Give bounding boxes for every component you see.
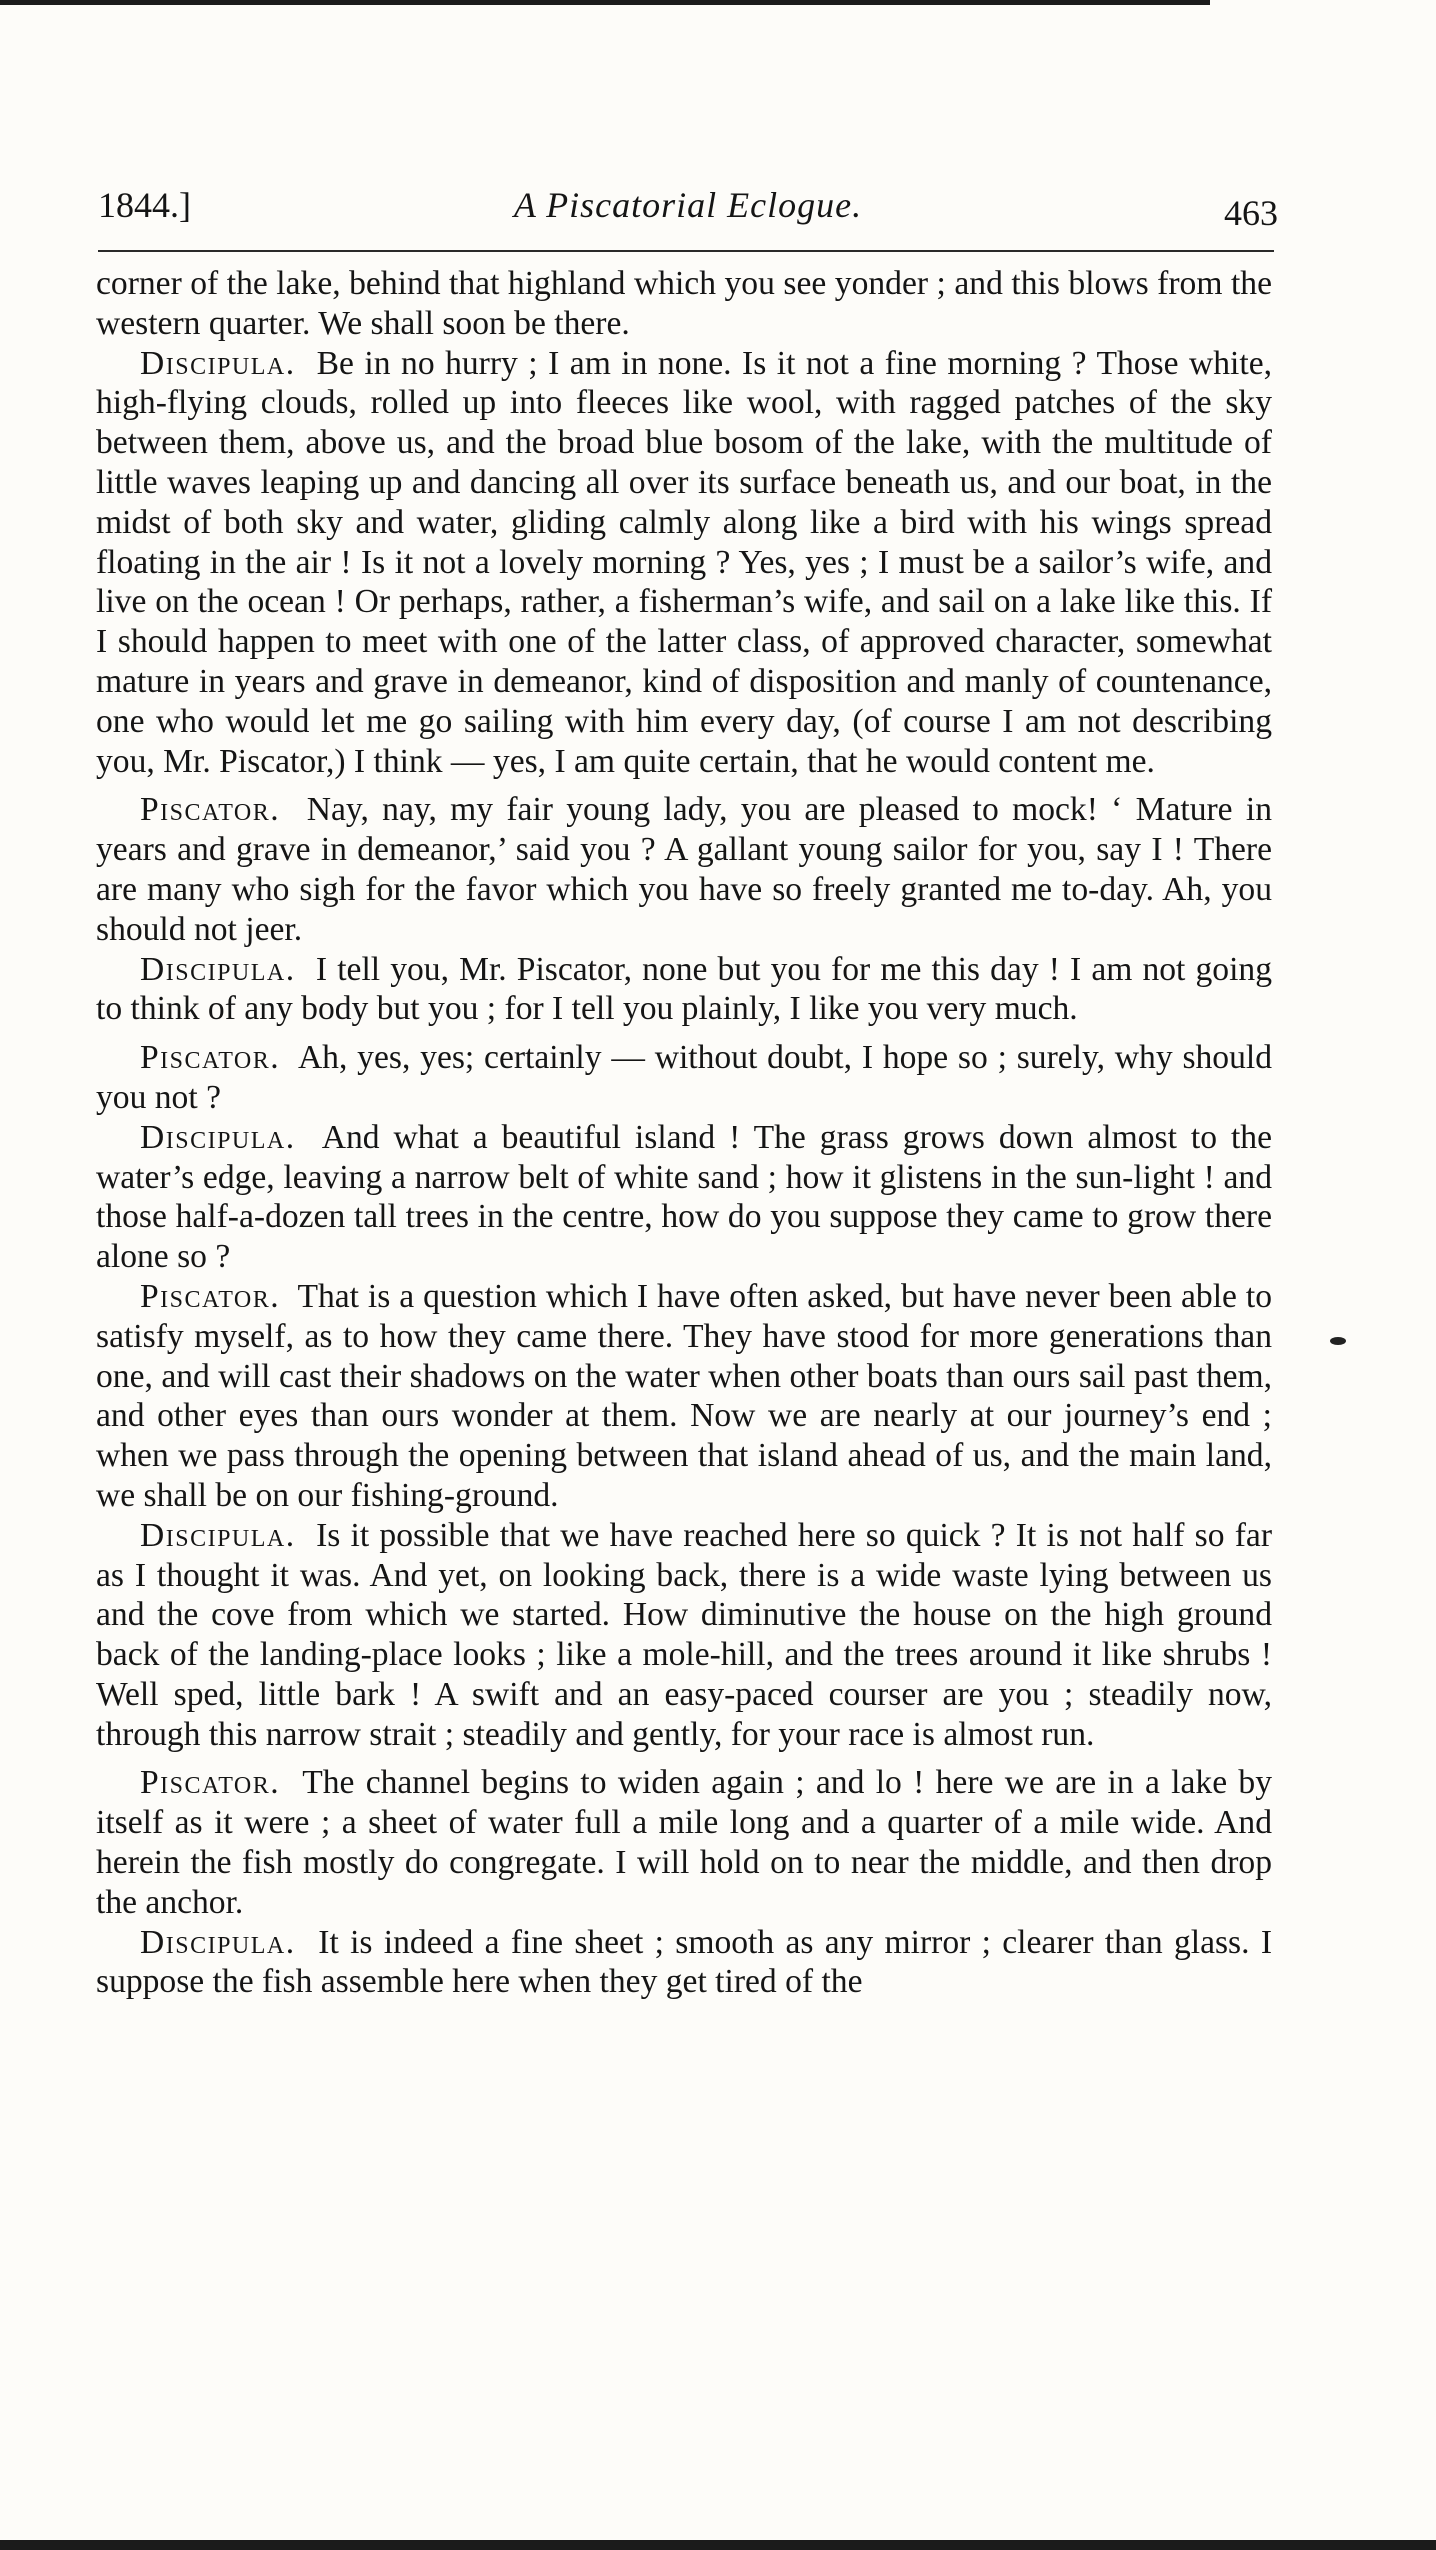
paragraph-text: It is indeed a fine sheet ; smooth as any mirror ; clearer than glass. I suppose the fish assemble here when they get tired of the — [96, 1923, 1272, 2001]
running-head-year: 1844.] — [98, 185, 191, 225]
paragraph-text: Is it possible that we have reached here so quick ? It is not half so far as I thought it was. And yet, on looking back, there is a wide waste lying between us and the cove from which we started. How diminutive the house on the high ground back of the landing-place looks ; like a mole-hill, and the trees around it like shrubs ! Well sped, little bark ! A swift and an easy-paced courser are you ; steadily now, through this narrow strait ; steadily and gently, for your race is almost run. — [96, 1516, 1273, 1753]
paragraph-text: Ah, yes, yes; certainly — without doubt, I hope so ; surely, why should you not ? — [96, 1039, 1272, 1116]
speaker-name: Discipula. — [140, 344, 296, 382]
speaker-name: Piscator. — [140, 1277, 281, 1315]
speaker-name: Piscator. — [140, 1764, 281, 1802]
speaker-name: Discipula. — [140, 1118, 296, 1156]
paragraph-text: That is a question which I have often asked, but have never been able to satisfy myself, as to how they came there. They have stood for more generations than one, and will cast their shadows on the water when other boats than ours sail past them, and other eyes than ours wonder at them. Now we are nearly at our journey’s end ; when we pass through the opening between that island ahead of us, and the main land, we shall be on our fishing-ground. — [96, 1277, 1272, 1514]
paragraph — [96, 264, 1272, 344]
paragraph — [96, 1923, 1272, 2003]
speaker-name: Discipula. — [140, 1923, 296, 1961]
speaker-name: Piscator. — [140, 791, 281, 829]
running-head — [98, 178, 1278, 234]
paragraph — [96, 1763, 1272, 1922]
paragraph — [96, 950, 1272, 1030]
paragraph-text: corner of the lake, behind that highland which you see yonder ; and this blows from the western quarter. We shall soon be there. — [96, 265, 1272, 342]
speaker-name: Discipula. — [140, 950, 296, 988]
bottom-page-edge — [0, 2540, 1436, 2550]
paragraph — [96, 344, 1272, 782]
paragraph — [96, 790, 1272, 949]
speaker-name: Discipula. — [140, 1516, 296, 1554]
paragraph-text: And what a beautiful island ! The grass grows down almost to the water’s edge, leaving a narrow belt of white sand ; how it glistens in the sun-light ! and those half-a-dozen tall trees in the centre, how do you suppose they came to grow there alone so ? — [96, 1118, 1272, 1276]
paragraph — [96, 1038, 1272, 1118]
paragraph — [96, 1516, 1272, 1755]
top-page-edge — [0, 0, 1210, 5]
speaker-name: Piscator. — [140, 1039, 281, 1077]
paragraph — [96, 1118, 1272, 1277]
paragraph-text: I tell you, Mr. Piscator, none but you for me this day ! I am not going to think of any body but you ; for I tell you plainly, I like you very much. — [96, 950, 1272, 1028]
paragraph-text: Be in no hurry ; I am in none. Is it not a fine morning ? Those white, high-flying clouds, rolled up into fleeces like wool, with ragged patches of the sky between them, above us, and the broad blue bosom of the lake, with the multitude of little waves leaping up and dancing all over its surface beneath us, and our boat, in the midst of both sky and water, gliding calmly along like a bird with his wings spread floating in the air ! Is it not a lovely morning ? Yes, yes ; I must be a sailor’s wife, and live on the ocean ! Or perhaps, rather, a fisherman’s wife, and sail on a lake like this. If I should happen to meet with one of the latter class, of approved character, somewhat mature in years and grave in demeanor, kind of disposition and manly of countenance, one who would let me go sailing with him every day, (of course I am not describing you, Mr. Piscator,) I think — yes, I am quite certain, that he would content me. — [96, 344, 1273, 780]
paragraph-text: The channel begins to widen again ; and lo ! here we are in a lake by itself as it were ; a sheet of water full a mile long and a quarter of a mile wide. And herein the fish mostly do congregate. I will hold on to near the middle, and then drop the anchor. — [96, 1764, 1272, 1921]
page-number: 463 — [1224, 193, 1278, 233]
body-text — [96, 264, 1272, 2002]
ink-speck — [1330, 1337, 1346, 1345]
paragraph-text: Nay, nay, my fair young lady, you are pleased to mock! ‘ Mature in years and grave in demeanor,’ said you ? A gallant young sailor for you, say I ! There are many who sigh for the favor which you have so freely granted me to-day. Ah, you should not jeer. — [96, 791, 1272, 948]
header-rule — [98, 250, 1274, 252]
paragraph — [96, 1277, 1272, 1516]
running-head-title: A Piscatorial Eclogue. — [513, 185, 863, 225]
